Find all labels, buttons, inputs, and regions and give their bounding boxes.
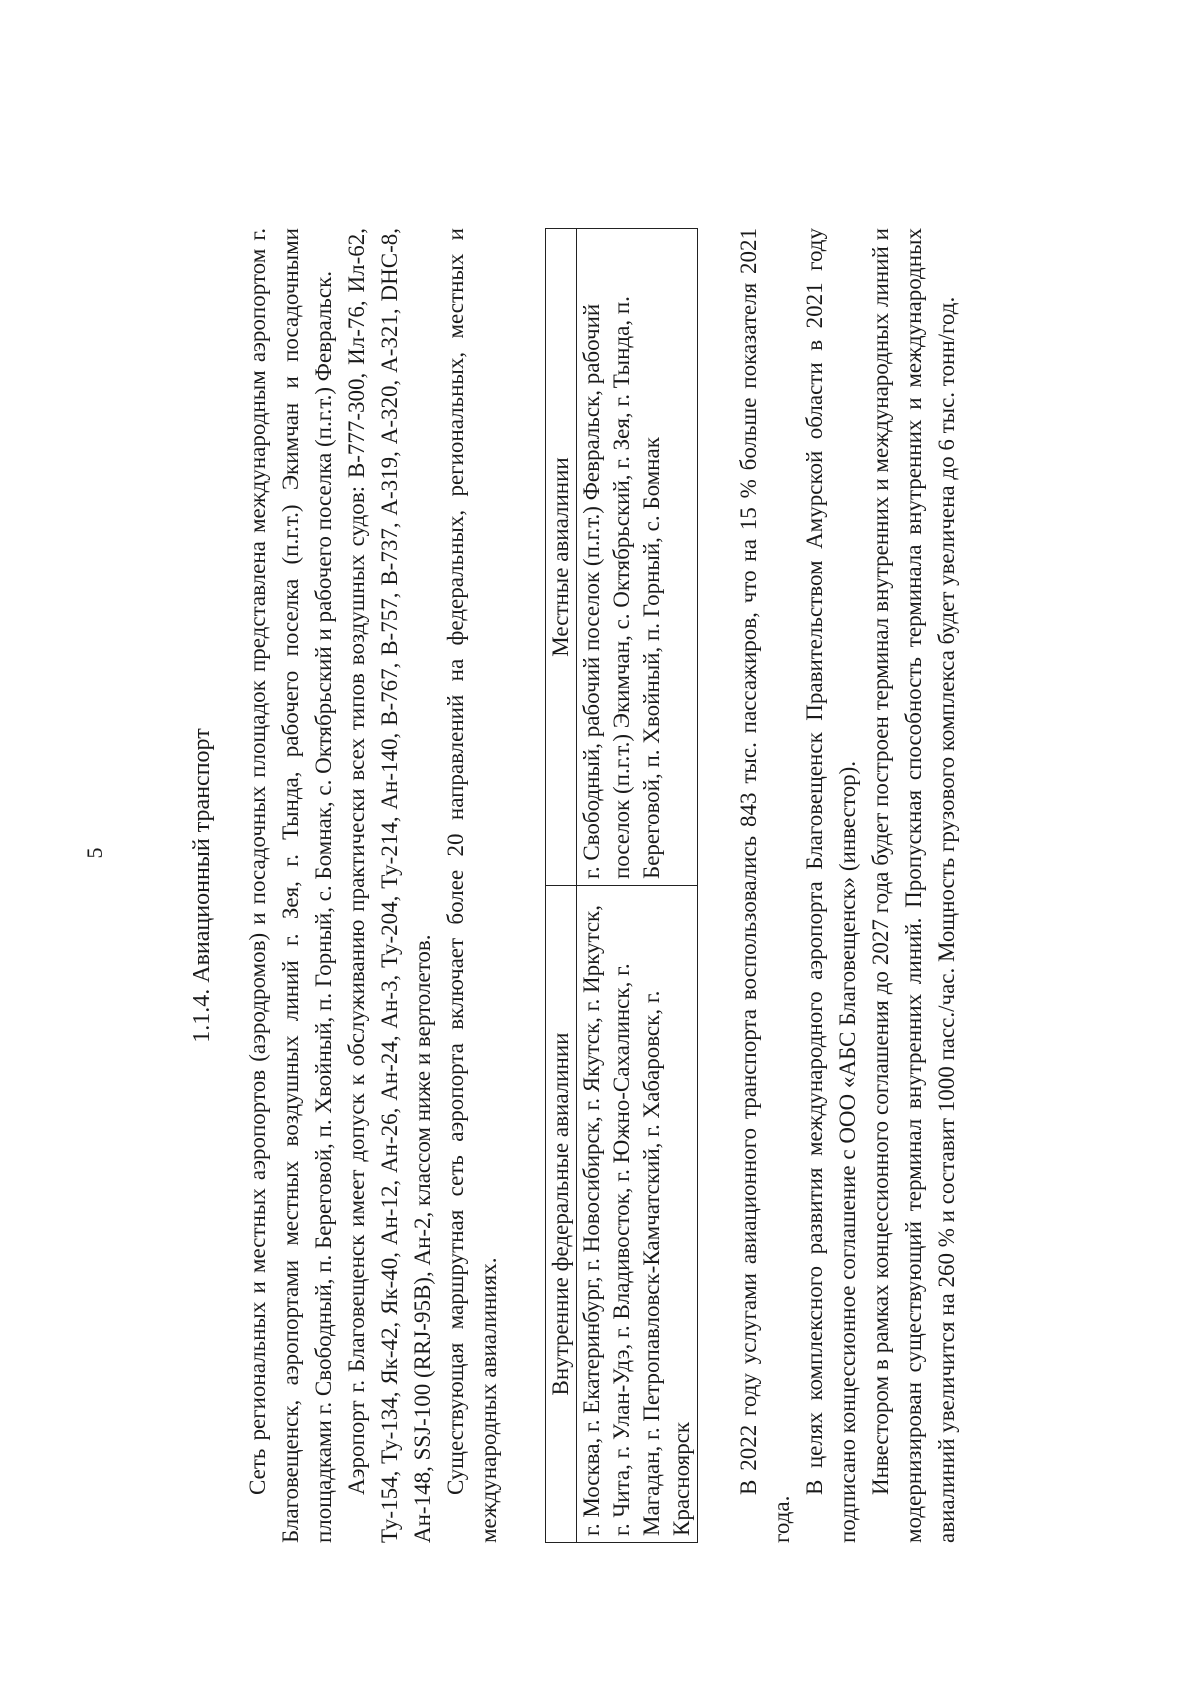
local-routes-cell: г. Свободный, рабочий поселок (п.г.т.) Февральск, рабочий поселок (п.г.т.) Экимчан, с. Октябрьский, г. Зея, г. Тында, п. Береговой, п. Хвойный, п. Горный, с. Бомнак — [577, 229, 698, 886]
paragraph-passenger-traffic: В 2022 году услугами авиационного транспорта воспользовались 843 тыс. пассажиров, что на 15 % больше показателя 2021 года. — [736, 228, 794, 1543]
section-title: 1.1.4. Авиационный транспорт — [189, 728, 215, 1043]
paragraph-route-network: Существующая маршрутная сеть аэропорта включает более 20 направлений на федеральных, региональных, местных и международных авиалиниях. — [443, 228, 501, 1543]
header-federal-routes: Внутренние федеральные авиалинии — [546, 886, 577, 1543]
paragraph-terminal-development: Инвестором в рамках концессионного соглашения до 2027 года будет построен терминал внутренних и международных линий и модернизирован существующий терминал внутренних линий. Пропускная способность терминала внутренних и международных авиалиний увеличится на 260 % и составит 1000 пасс./час. Мощность грузового комплекса будет увеличена до 6 тыс. тонн/год. — [868, 228, 959, 1543]
table-header-row — [546, 229, 577, 1543]
page-number: 5 — [82, 847, 107, 859]
paragraph-concession-agreement: В целях комплексного развития международного аэропорта Благовещенск Правительством Амурской области в 2021 году подписано концессионное соглашение с ООО «АБС Благовещенск» (инвестор). — [802, 228, 860, 1543]
document-body — [186, 228, 963, 1543]
paragraph-airport-network: Сеть региональных и местных аэропортов (аэродромов) и посадочных площадок представлена международным аэропортом г. Благовещенск, аэропортами местных воздушных линий г. Зея, г. Тында, рабочего поселка (п.г.т.) Экимчан и посадочными площадками г. Свободный, п. Береговой, п. Хвойный, п. Горный, с. Бомнак, с. Октябрьский и рабочего поселка (п.г.т.) Февральск. — [245, 228, 336, 1543]
paragraph-aircraft-types: Аэропорт г. Благовещенск имеет допуск к обслуживанию практически всех типов воздушных судов: В-777-300, Ил-76, Ил-62, Ту-154, Ту-134, Як-42, Як-40, Ан-12, Ан-26, Ан-24, Ан-3, Ту-204, Ту-214, Ан-140, В-767, В-757, В-737, А-319, А-320, А-321, DHC-8, Ан-148, SSJ-100 (RRJ-95B), Ан-2, классом ниже и вертолетов. — [344, 228, 435, 1543]
routes-table — [545, 228, 698, 1543]
federal-routes-cell: г. Москва, г. Екатеринбург, г. Новосибирск, г. Якутск, г. Иркутск, г. Чита, г. Улан-Удэ, г. Владивосток, г. Южно-Сахалинск, г. Магадан, г. Петропавловск-Камчатский, г. Хабаровск, г. Красноярск — [577, 886, 698, 1543]
table-row — [577, 229, 698, 1543]
header-local-routes: Местные авиалинии — [546, 229, 577, 886]
